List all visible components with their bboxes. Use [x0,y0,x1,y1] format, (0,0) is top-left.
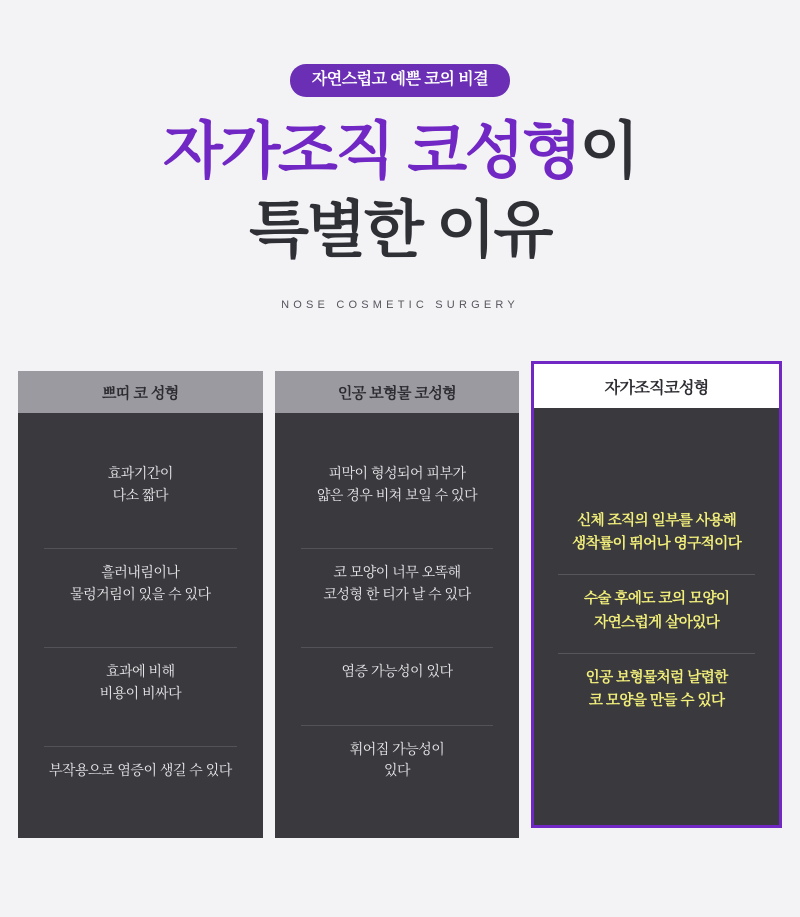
title-tail: 이 [579,116,637,186]
card-title: 쁘띠 코 성형 [18,371,263,413]
badge-container [0,0,800,97]
list-item: 신체 조직의 일부를 사용해 생착률이 뛰어나 영구적이다 [572,512,742,553]
header-badge: 자연스럽고 예쁜 코의 비결 [290,64,510,97]
list-item: 효과기간이 다소 짧다 [107,464,173,503]
card-body [534,408,779,825]
page-title [0,116,800,265]
title-line-2: 특별한 이유 [249,195,551,265]
comparison-card-2 [275,371,520,838]
title-line-1 [0,116,800,186]
list-item: 부작용으로 염증이 생길 수 있다 [36,746,245,796]
list-item: 흘러내림이나 물렁거림이 있을 수 있다 [36,548,245,619]
title-highlight: 자가조직 코성형 [163,116,580,186]
card-body [18,413,263,838]
card-title: 인공 보형물 코성형 [275,371,520,413]
comparison-card-3-highlighted [531,361,782,828]
list-item: 코 모양이 너무 오똑해 코성형 한 티가 날 수 있다 [293,548,502,619]
comparison-columns [0,371,800,838]
list-item: 피막이 형성되어 피부가 얇은 경우 비쳐 보일 수 있다 [316,464,478,503]
comparison-card-1 [18,371,263,838]
list-item: 휘어짐 가능성이 있다 [293,725,502,796]
list-item: 인공 보형물처럼 날렵한 코 모양을 만들 수 있다 [550,653,763,727]
list-item: 효과에 비해 비용이 비싸다 [36,647,245,718]
list-item: 수술 후에도 코의 모양이 자연스럽게 살아있다 [550,574,763,648]
card-body [275,413,520,838]
page-subtitle: NOSE COSMETIC SURGERY [281,298,519,311]
list-item: 염증 가능성이 있다 [293,647,502,697]
card-title: 자가조직코성형 [534,364,779,408]
